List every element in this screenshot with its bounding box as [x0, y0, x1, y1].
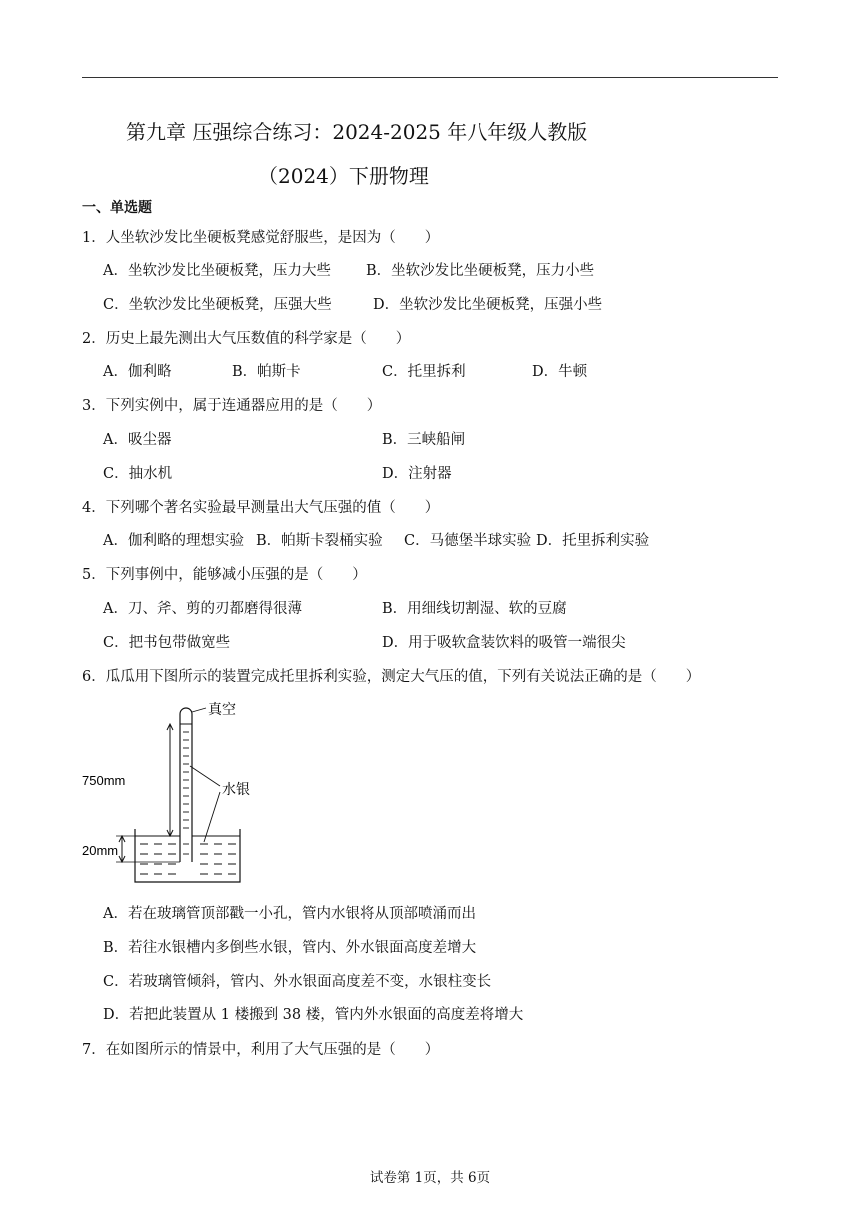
page-title-line2: （2024）下册物理 [258, 164, 429, 188]
question-2: 2．历史上最先测出大气压数值的科学家是（ ） [82, 331, 411, 347]
question-6: 6．瓜瓜用下图所示的装置完成托里拆利实验，测定大气压的值，下列有关说法正确的是（ ） [82, 669, 701, 685]
q2-option-d: D．牛顿 [532, 364, 588, 380]
question-1: 1．人坐软沙发比坐硬板凳感觉舒服些，是因为（ ） [82, 230, 440, 246]
q5-option-a: A．刀、斧、剪的刃都磨得很薄 [103, 601, 302, 617]
q2-option-b: B．帕斯卡 [232, 364, 301, 380]
q6-option-a: A．若在玻璃管顶部戳一小孔，管内水银将从顶部喷涌而出 [103, 906, 476, 922]
q5-option-c: C．把书包带做宽些 [103, 635, 231, 651]
q1-option-b: B．坐软沙发比坐硬板凳，压力小些 [366, 263, 595, 279]
torricelli-apparatus-figure [80, 694, 260, 888]
question-5: 5．下列事例中，能够减小压强的是（ ） [82, 567, 367, 583]
q3-option-d: D．注射器 [382, 466, 452, 482]
q3-option-a: A．吸尘器 [103, 432, 172, 448]
q5-option-b: B．用细线切割湿、软的豆腐 [382, 601, 567, 617]
q5-option-d: D．用于吸软盒装饮料的吸管一端很尖 [382, 635, 626, 651]
q1-option-d: D．坐软沙发比坐硬板凳，压强小些 [373, 297, 603, 313]
q6-option-c: C．若玻璃管倾斜，管内、外水银面高度差不变，水银柱变长 [103, 974, 492, 990]
q3-option-c: C．抽水机 [103, 466, 173, 482]
q2-option-c: C．托里拆利 [382, 364, 466, 380]
q4-option-c: C．马德堡半球实验 [404, 533, 532, 549]
q4-option-a: A．伽利略的理想实验 [103, 533, 244, 549]
q3-option-b: B．三峡船闸 [382, 432, 466, 448]
height-750mm-label: 750mm [82, 773, 126, 788]
page-footer: 试卷第 1页，共 6页 [369, 1170, 491, 1186]
page-title-line1: 第九章 压强综合练习：2024-2025 年八年级人教版 [126, 120, 588, 144]
question-7: 7．在如图所示的情景中，利用了大气压强的是（ ） [82, 1042, 440, 1058]
header-rule [82, 77, 778, 78]
q1-option-a: A．坐软沙发比坐硬板凳，压力大些 [103, 263, 331, 279]
question-3: 3．下列实例中，属于连通器应用的是（ ） [82, 398, 382, 414]
q2-option-a: A．伽利略 [103, 364, 172, 380]
section-heading: 一、单选题 [82, 200, 152, 216]
q4-option-b: B．帕斯卡裂桶实验 [256, 533, 383, 549]
q6-option-d: D．若把此装置从 1 楼搬到 38 楼，管内外水银面的高度差将增大 [103, 1007, 524, 1023]
q6-option-b: B．若往水银槽内多倒些水银，管内、外水银面高度差增大 [103, 940, 477, 956]
mercury-label: 水银 [222, 781, 250, 797]
vacuum-label: 真空 [208, 701, 236, 717]
q4-option-d: D．托里拆利实验 [536, 533, 650, 549]
q1-option-c: C．坐软沙发比坐硬板凳，压强大些 [103, 297, 332, 313]
depth-20mm-label: 20mm [82, 843, 119, 858]
question-4: 4．下列哪个著名实验最早测量出大气压强的值（ ） [82, 500, 440, 516]
